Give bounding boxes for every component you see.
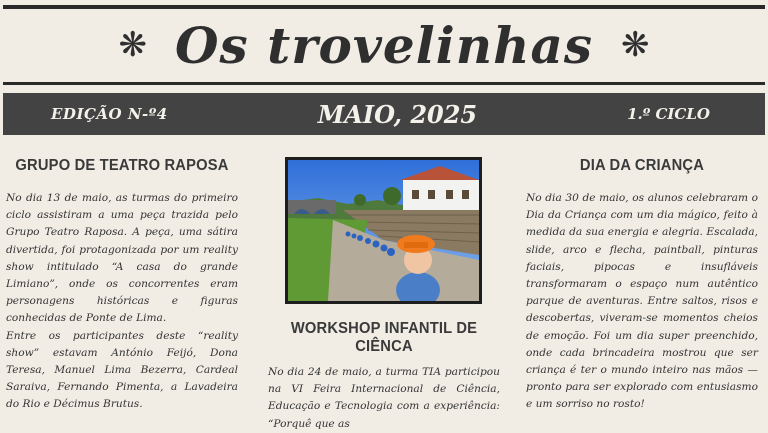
ornament-left-icon: ❋: [118, 25, 147, 65]
ornament-right-icon: ❋: [621, 25, 650, 65]
children-walking-photo: [288, 160, 479, 301]
masthead-rule: [3, 82, 765, 85]
article-dia-crianca: [526, 150, 758, 414]
article-heading: WORKSHOP INFANTIL DE CIÊNCA: [290, 320, 478, 355]
article-photo: [285, 157, 482, 304]
newspaper-title: Os trovelinhas: [174, 15, 593, 75]
article-workshop: [268, 320, 500, 433]
article-paragraph: No dia 24 de maio, a turma TIA participou na VI Feira Internacional de Ciência, Educação e Tecnologia com a experiência: “Porquê que as: [268, 366, 500, 430]
article-paragraph: No dia 13 de maio, as turmas do primeiro ciclo assistiram a uma peça trazida pelo Grupo Teatro Raposa. A peça, uma sátira divertida, foi protagonizada por um reality show intitulado “A casa do grande Limiano”, onde os concorrentes eram personagens históricas e figuras conhecidas de Ponte de Lima.: [6, 192, 238, 325]
issue-banner: [3, 93, 765, 135]
top-rule: [3, 5, 765, 9]
article-paragraph: No dia 30 de maio, os alunos celebraram o Dia da Criança com um dia mágico, feito à medida da sua energia e alegria. Escalada, slide, arco e flecha, paintball, pinturas faciais, pipocas e insufláveis transformaram o espaço num autêntico parque de aventuras. Entre saltos, risos e descobertas, viveram-se momentos cheios de emoção. Foi um dia super preenchido, onde cada brincadeira mostrou que ser criança é ter o mundo inteiro nas mãos — pronto para ser explorado com entusiasmo e um sorriso no rosto!: [526, 192, 758, 411]
edition-number: EDIÇÃO N-º4: [51, 105, 168, 123]
article-teatro: [6, 150, 238, 414]
school-cycle: 1.º CICLO: [627, 105, 710, 123]
issue-date: MAIO, 2025: [317, 99, 478, 129]
article-paragraph: Entre os participantes deste “reality show” estavam António Feijó, Dona Teresa, Manuel Lima Bezerra, Cardeal Saraiva, Fernando Pimenta, a Lavadeira do Rio e Décimus Brutus.: [6, 329, 238, 411]
masthead: [0, 10, 768, 80]
article-heading: DIA DA CRIANÇA: [579, 157, 705, 174]
article-heading: GRUPO DE TEATRO RAPOSA: [15, 157, 229, 174]
